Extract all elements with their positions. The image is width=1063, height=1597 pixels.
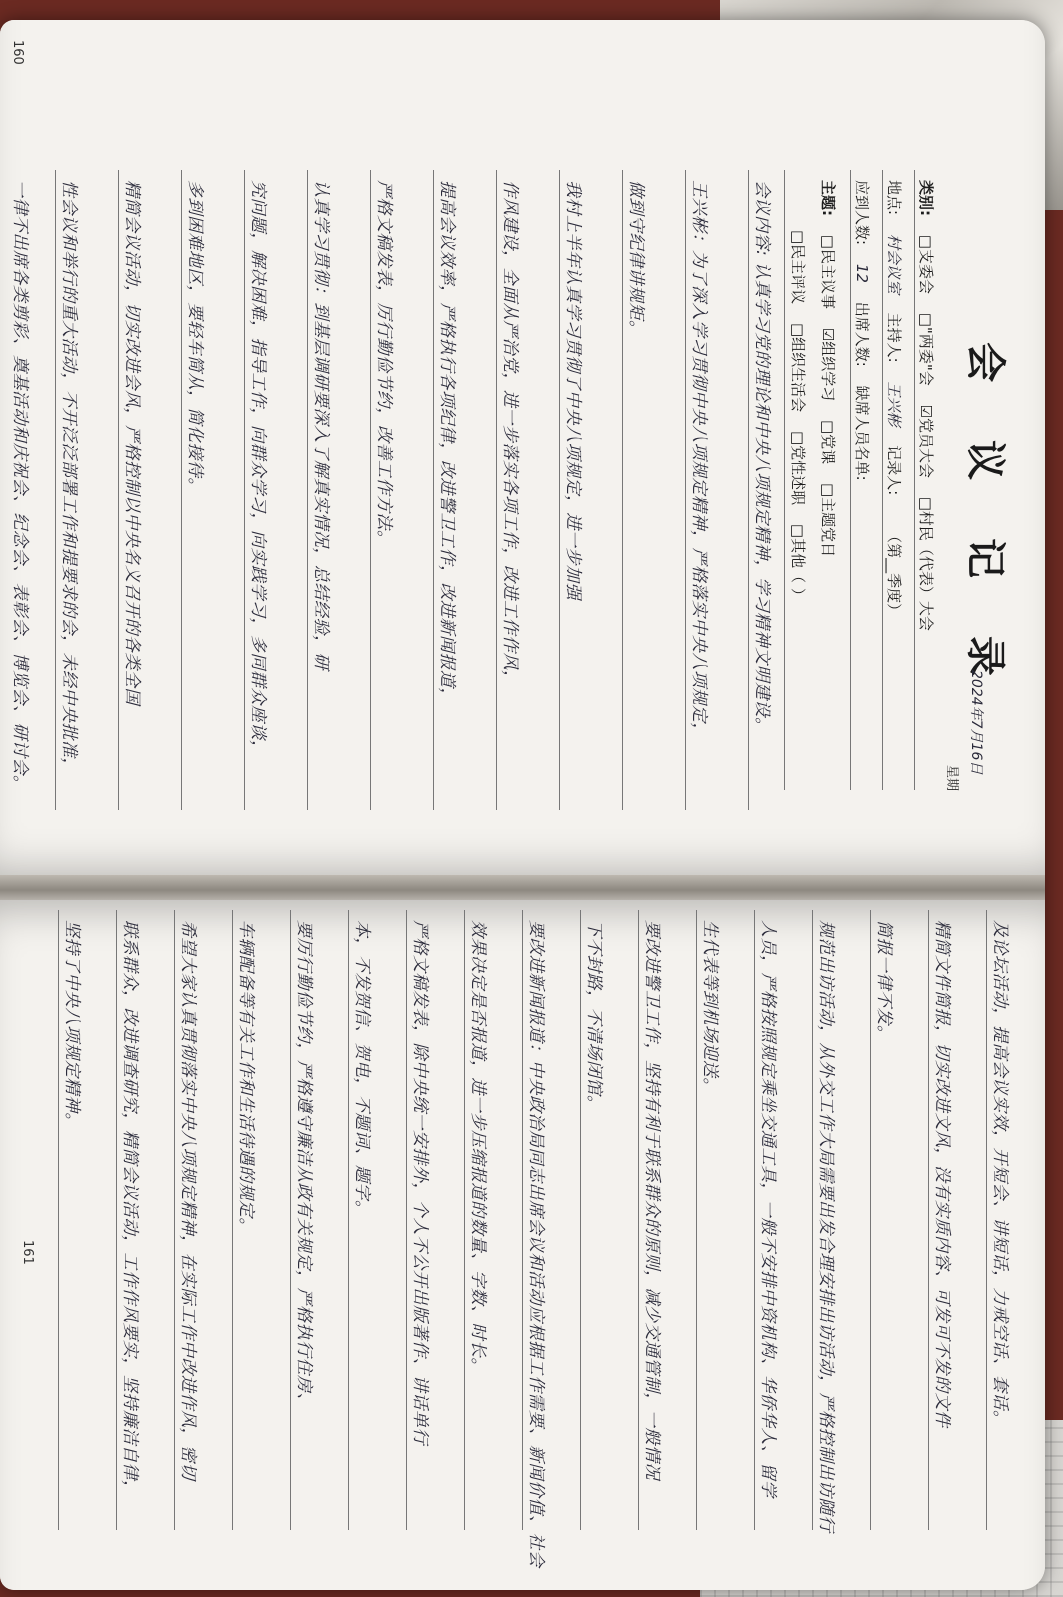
content-line: 王兴彬：为了深入学习贯彻中央八项规定精神，严格落实中央八项规定，: [689, 180, 709, 740]
rule: [986, 910, 987, 1530]
rule: [58, 910, 59, 1530]
content-line: 严格文稿发表，除中央统一安排外，个人不公开出版著作、讲话单行: [410, 920, 430, 1445]
category-row: 类别: □支委会 □"两委"会 ☑党员大会 □村民（代表）大会: [917, 180, 935, 631]
content-line: 人员，严格按照规定乘坐交通工具，一般不安排中资机构、华侨华人、留学: [758, 920, 778, 1498]
rule: [244, 170, 245, 810]
rule: [464, 910, 465, 1530]
rule: [559, 170, 560, 810]
content-line: 要厉行勤俭节约，严格遵守廉洁从政有关规定，严格执行住房、: [294, 920, 314, 1410]
content-line: 认真学习贯彻：到基层调研要深入了解真实情况，总结经验，研: [311, 180, 331, 670]
rule: [433, 170, 434, 810]
rule: [406, 910, 407, 1530]
meeting-date: 2024年7月16日: [968, 670, 984, 775]
content-line: 要改进新闻报道：中央政治局同志出席会议和活动应根据工作需要、新闻价值、社会: [526, 920, 546, 1568]
location-row: 地点: 村会议室 主持人: 王兴彬 记录人: （第__季度）: [885, 180, 903, 619]
content-line: 下不封路，不清场闭馆。: [584, 920, 604, 1113]
content-line: 简报一律不发。: [874, 920, 894, 1043]
rule: [928, 910, 929, 1530]
rule: [754, 910, 755, 1530]
content-line: 希望大家认真贯彻落实中央八项规定精神，在实际工作中改进作风，密切: [178, 920, 198, 1480]
rule: [685, 170, 686, 810]
rule: [622, 170, 623, 810]
content-line: 效果决定是否报道，进一步压缩报道的数量、字数、时长。: [468, 920, 488, 1375]
rule: [181, 170, 182, 810]
content-line: 联系群众，改进调查研究，精简会议活动，工作作风要实，坚持廉洁自律，: [120, 920, 140, 1498]
rule: [784, 170, 785, 790]
content-line: 及论坛活动，提高会议实效，开短会、讲短话，力戒空话、套话。: [990, 920, 1010, 1428]
rule: [232, 910, 233, 1530]
rule: [870, 910, 871, 1530]
content-line: 要改进警卫工作，坚持有利于联系群众的原则，减少交通管制，一般情况: [642, 920, 662, 1480]
notebook: [0, 20, 1045, 1590]
content-line: 我村上半年认真学习贯彻了中央八项规定，进一步加强: [563, 180, 583, 600]
left-page-number: 160: [10, 40, 25, 65]
content-line: 作风建设，全面从严治党，进一步落实各项工作，改进工作作风，: [500, 180, 520, 688]
weekday-label: 星期: [944, 765, 959, 792]
rule: [638, 910, 639, 1530]
content-line: 提高会议效率，严格执行各项纪律，改进警卫工作，改进新闻报道，: [437, 180, 457, 705]
rule: [882, 170, 883, 790]
rule: [812, 910, 813, 1530]
rule: [116, 910, 117, 1530]
rule: [348, 910, 349, 1530]
content-line: 多到困难地区，要轻车简从，简化接待。: [185, 180, 205, 495]
rule: [580, 910, 581, 1530]
content-line: 生代表等到机场迎送。: [700, 920, 720, 1095]
rule: [370, 170, 371, 810]
rule: [307, 170, 308, 810]
rule: [696, 910, 697, 1530]
rule: [290, 910, 291, 1530]
rule: [496, 170, 497, 810]
content-line: 规范出访活动，从外交工作大局需要出发合理安排出访活动，严格控制出访随行: [816, 920, 836, 1533]
rule: [914, 170, 915, 790]
rule: [850, 170, 851, 790]
content-line: 车辆配备等有关工作和生活待遇的规定。: [236, 920, 256, 1235]
content-line: 精简会议活动，切实改进会风，严格控制以中央名义召开的各类全国: [122, 180, 142, 705]
topic-row-1: 主题: □民主议事 ☑组织学习 □党课 □主题党日: [819, 180, 837, 558]
content-line: 坚持了中央八项规定精神。: [62, 920, 82, 1130]
rule: [522, 910, 523, 1530]
left-page: [0, 20, 1045, 880]
rule: [748, 170, 749, 810]
rule: [118, 170, 119, 810]
rule: [55, 170, 56, 810]
rule: [174, 910, 175, 1530]
right-page: [0, 900, 1045, 1590]
content-line: 本，不发贺信、贺电，不题词、题字。: [352, 920, 372, 1218]
content-line: 一律不出席各类剪彩、奠基活动和庆祝会、纪念会、表彰会、博览会、研讨会。: [10, 180, 30, 793]
content-line: 究问题，解决困难，指导工作，向群众学习，向实践学习，多同群众座谈，: [248, 180, 268, 758]
topic-row-2: □民主评议 □组织生活会 □党性述职 □其他（ ）: [789, 230, 807, 603]
content-line: 精简文件简报，切实改进文风，没有实质内容、可发可不发的文件: [932, 920, 952, 1428]
rotated-spread: [0, 20, 1045, 1590]
page-title: 会 议 记 录: [962, 342, 1009, 698]
right-page-number: 161: [20, 1240, 35, 1265]
content-line: 会议内容: 认真学习党的理论和中央八项规定精神，学习精神文明建设。: [752, 180, 772, 735]
content-line: 做到守纪律讲规矩。: [626, 180, 646, 338]
content-line: 严格文稿发表，厉行勤俭节约，改善工作方法。: [374, 180, 394, 548]
attendance-row: 应到人数: 12 出席人数: 缺席人员名单:: [853, 180, 871, 481]
content-line: 性会议和举行的重大活动，不开泛泛部署工作和提要求的会，未经中央批准，: [59, 180, 79, 775]
